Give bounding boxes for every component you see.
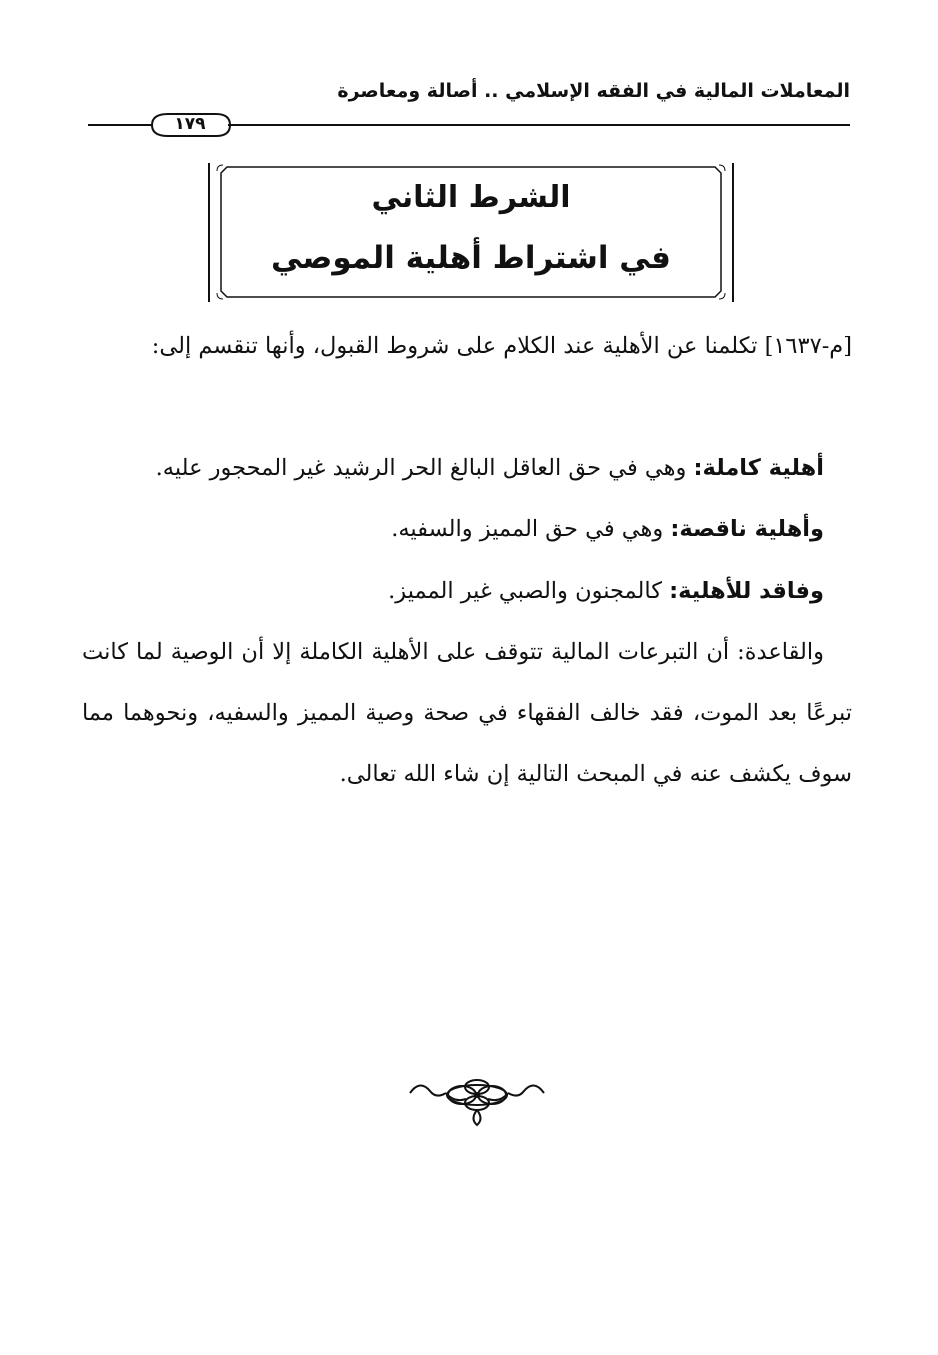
rule-paragraph: والقاعدة: أن التبرعات المالية تتوقف على الأهلية الكاملة إلا أن الوصية لما كانت تبرعًا بعد الموت، فقد خالف الفقهاء في صحة وصية المميز والسفيه، ونحوهما مما سوف يكشف عنه في المبحث التالية إن شاء الله تعالى. [82, 639, 852, 787]
list-item [391, 499, 824, 560]
list-item [156, 438, 824, 499]
page-number: ١٧٩ [174, 114, 206, 134]
list-item-term: أهلية كاملة: [693, 455, 824, 481]
list-item-text: وهي في حق العاقل البالغ الحر الرشيد غير المحجور عليه. [155, 455, 694, 481]
list-item-term: وأهلية ناقصة: [670, 516, 824, 542]
intro-paragraph: [م-١٦٣٧] تكلمنا عن الأهلية عند الكلام على شروط القبول، وأنها تنقسم إلى: [151, 333, 852, 359]
running-header-title: المعاملات المالية في الفقه الإسلامي .. أصالة ومعاصرة [337, 80, 850, 102]
section-title-line-1: الشرط الثاني [371, 180, 571, 215]
list-item [388, 561, 824, 622]
list-item-term: وفاقد للأهلية: [669, 578, 824, 604]
list-item-text: وهي في حق المميز والسفيه. [391, 516, 671, 542]
floral-knot-ornament-icon [406, 1073, 548, 1131]
list-item-text: كالمجنون والصبي غير المميز. [388, 578, 670, 604]
section-title-line-2: في اشتراط أهلية الموصي [271, 240, 671, 276]
